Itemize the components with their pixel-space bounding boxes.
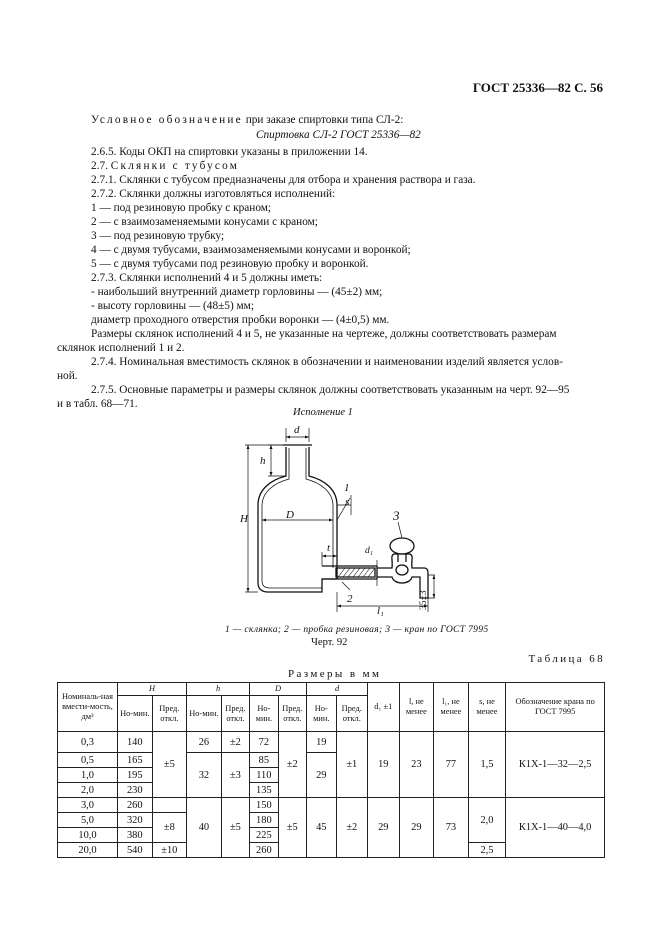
cell-l1: 73 [434, 798, 469, 858]
header-d: d [307, 683, 368, 696]
variant-3: 3 — под резиновую трубку; [91, 230, 225, 242]
cell-H: 140 [117, 732, 152, 753]
label-d: d [294, 424, 300, 436]
label-s: s [345, 496, 350, 508]
header-d-tol: Пред. откл. [336, 696, 368, 732]
cell-H: 230 [117, 783, 152, 798]
cell-D: 180 [250, 813, 278, 828]
variant-4: 4 — с двумя тубусами, взаимозаменяемыми конусами и воронкой; [91, 244, 411, 256]
label-2: 2 [347, 593, 353, 605]
header-D: D [250, 683, 307, 696]
para-2-7-5: 2.7.5. Основные параметры и размеры склянок должны соответствовать указанным на черт. 92—95 [91, 384, 570, 396]
cell-h: 32 [187, 753, 222, 798]
table-label: Таблица 68 [528, 653, 605, 665]
cell-capacity: 3,0 [58, 798, 118, 813]
para-2-7-5-cont: и в табл. 68—71. [57, 398, 138, 410]
figure-caption: 1 — склянка; 2 — пробка резиновая; 3 — кран по ГОСТ 7995 [225, 624, 489, 635]
cell-H: 540 [117, 843, 152, 858]
para-dimensions-cont: склянок исполнений 1 и 2. [57, 342, 185, 354]
cell-h-tol: ±5 [221, 798, 249, 858]
bottle-outer-outline [258, 447, 337, 592]
cell-D: 85 [250, 753, 278, 768]
label-D: D [286, 509, 294, 521]
bottle-inner-outline [262, 448, 333, 588]
header-D-tol: Пред. откл. [278, 696, 306, 732]
header-H: H [117, 683, 186, 696]
para-2-6-5: 2.6.5. Коды ОКП на спиртовки указаны в приложении 14. [91, 146, 368, 158]
stopcock-plug [396, 565, 408, 575]
header-d-nom: Но-мин. [307, 696, 336, 732]
label-t: t [327, 542, 331, 554]
drawing-number: Черт. 92 [311, 637, 348, 648]
figure-title: Исполнение 1 [293, 407, 353, 418]
cell-capacity: 0,5 [58, 753, 118, 768]
cell-H: 195 [117, 768, 152, 783]
header-h: h [187, 683, 250, 696]
header-nominal-capacity: Номиналь-ная вмести-мость, дм³ [58, 683, 118, 732]
leader-3 [398, 522, 402, 538]
section-title: Склянки с тубусом [110, 160, 240, 172]
table-row [58, 732, 605, 753]
cell-h-tol: ±2 [221, 732, 249, 753]
cell-d: 29 [307, 753, 336, 798]
cell-capacity: 5,0 [58, 813, 118, 828]
cell-H: 260 [117, 798, 152, 813]
variant-1: 1 — под резиновую пробку с краном; [91, 202, 272, 214]
cell-capacity: 0,3 [58, 732, 118, 753]
cell-D: 150 [250, 798, 278, 813]
header-d1: d₁ ±1 [368, 683, 400, 732]
section-2-7-title [91, 159, 239, 173]
cell-d-tol: ±1 [336, 732, 368, 798]
section-number: 2.7. [91, 160, 111, 172]
cell-s: 1,5 [468, 732, 506, 798]
cell-s: 2,0 [468, 798, 506, 843]
cell-d-tol: ±2 [336, 798, 368, 858]
label-H: H [240, 513, 248, 525]
leader-2 [342, 582, 350, 590]
designation-line [91, 113, 403, 127]
para-2-7-4-cont: ной. [57, 370, 78, 382]
cell-h: 26 [187, 732, 222, 753]
cell-H-tol [152, 798, 187, 813]
designation-rest: при заказе спиртовки типа СЛ-2: [242, 114, 404, 126]
label-35: 35±3 [419, 590, 429, 610]
cell-D-tol: ±5 [278, 798, 306, 858]
cell-H-tol: ±5 [152, 732, 187, 798]
cell-s: 2,5 [468, 843, 506, 858]
requirement-3: диаметр проходного отверстия пробки воронки — (4±0,5) мм. [91, 314, 390, 326]
cell-D: 135 [250, 783, 278, 798]
para-2-7-2: 2.7.2. Склянки должны изготовляться исполнений: [91, 188, 336, 200]
header-l1: l₁, не менее [434, 683, 469, 732]
cell-d: 45 [307, 798, 336, 858]
cell-l1: 77 [434, 732, 469, 798]
cell-l: 29 [399, 798, 434, 858]
variant-2: 2 — с взаимозаменяемыми конусами с краном; [91, 216, 318, 228]
cell-D: 110 [250, 768, 278, 783]
label-1: 1 [344, 482, 350, 494]
designation-label: Условное обозначение [91, 114, 243, 126]
para-2-7-1: 2.7.1. Склянки с тубусом предназначены для отбора и хранения раствора и газа. [91, 174, 476, 186]
cell-capacity: 10,0 [58, 828, 118, 843]
bottle-drawing [225, 418, 435, 616]
header-D-nom: Но-мин. [250, 696, 278, 732]
label-3: 3 [393, 508, 400, 523]
header-crane: Обозначение крана по ГОСТ 7995 [506, 683, 605, 732]
variant-5: 5 — с двумя тубусами под резиновую пробку и воронкой. [91, 258, 369, 270]
cell-H-tol: ±10 [152, 843, 187, 858]
dim-H-line [245, 445, 283, 592]
cell-capacity: 20,0 [58, 843, 118, 858]
header-h-tol: Пред. откл. [221, 696, 249, 732]
table-subtitle: Размеры в мм [288, 668, 382, 680]
para-2-7-4: 2.7.4. Номинальная вместимость склянок в обозначении и наименовании изделий является услов- [91, 356, 563, 368]
cell-capacity: 1,0 [58, 768, 118, 783]
cell-H-tol: ±8 [152, 813, 187, 843]
cell-h: 40 [187, 798, 222, 858]
designation-example: Спиртовка СЛ-2 ГОСТ 25336—82 [256, 129, 421, 141]
header-H-nom: Но-мин. [117, 696, 152, 732]
para-dimensions: Размеры склянок исполнений 4 и 5, не указанные на чертеже, должны соответствовать размерам [91, 328, 557, 340]
cell-H: 380 [117, 828, 152, 843]
stopcock-key [390, 538, 414, 554]
cell-l: 23 [399, 732, 434, 798]
dimensions-table [57, 682, 605, 858]
header-l: l, не менее [399, 683, 434, 732]
cell-d1: 29 [368, 798, 400, 858]
label-h: h [260, 455, 266, 467]
header-h-nom: Но-мин. [187, 696, 222, 732]
para-2-7-3: 2.7.3. Склянки исполнений 4 и 5 должны иметь: [91, 272, 323, 284]
page-header: ГОСТ 25336—82 С. 56 [472, 80, 603, 95]
header-H-tol: Пред. откл. [152, 696, 187, 732]
dim-h-line [268, 445, 286, 476]
label-l1: l₁ [377, 605, 384, 616]
cell-D: 225 [250, 828, 278, 843]
cell-D: 72 [250, 732, 278, 753]
requirement-2: - высоту горловины — (48±5) мм; [91, 300, 254, 312]
cell-D-tol: ±2 [278, 732, 306, 798]
cell-H: 165 [117, 753, 152, 768]
cell-capacity: 2,0 [58, 783, 118, 798]
header-s: s, не менее [468, 683, 506, 732]
cell-d: 19 [307, 732, 336, 753]
rubber-stopper-hatch [338, 568, 375, 577]
requirement-1: - наибольший внутренний диаметр горловины — (45±2) мм; [91, 286, 383, 298]
cell-h-tol: ±3 [221, 753, 249, 798]
cell-crane: К1Х-1—40—4,0 [506, 798, 605, 858]
table-row [58, 798, 605, 813]
cell-D: 260 [250, 843, 278, 858]
cell-H: 320 [117, 813, 152, 828]
cell-d1: 19 [368, 732, 400, 798]
label-d1: d₁ [365, 546, 374, 556]
cell-crane: К1Х-1—32—2,5 [506, 732, 605, 798]
